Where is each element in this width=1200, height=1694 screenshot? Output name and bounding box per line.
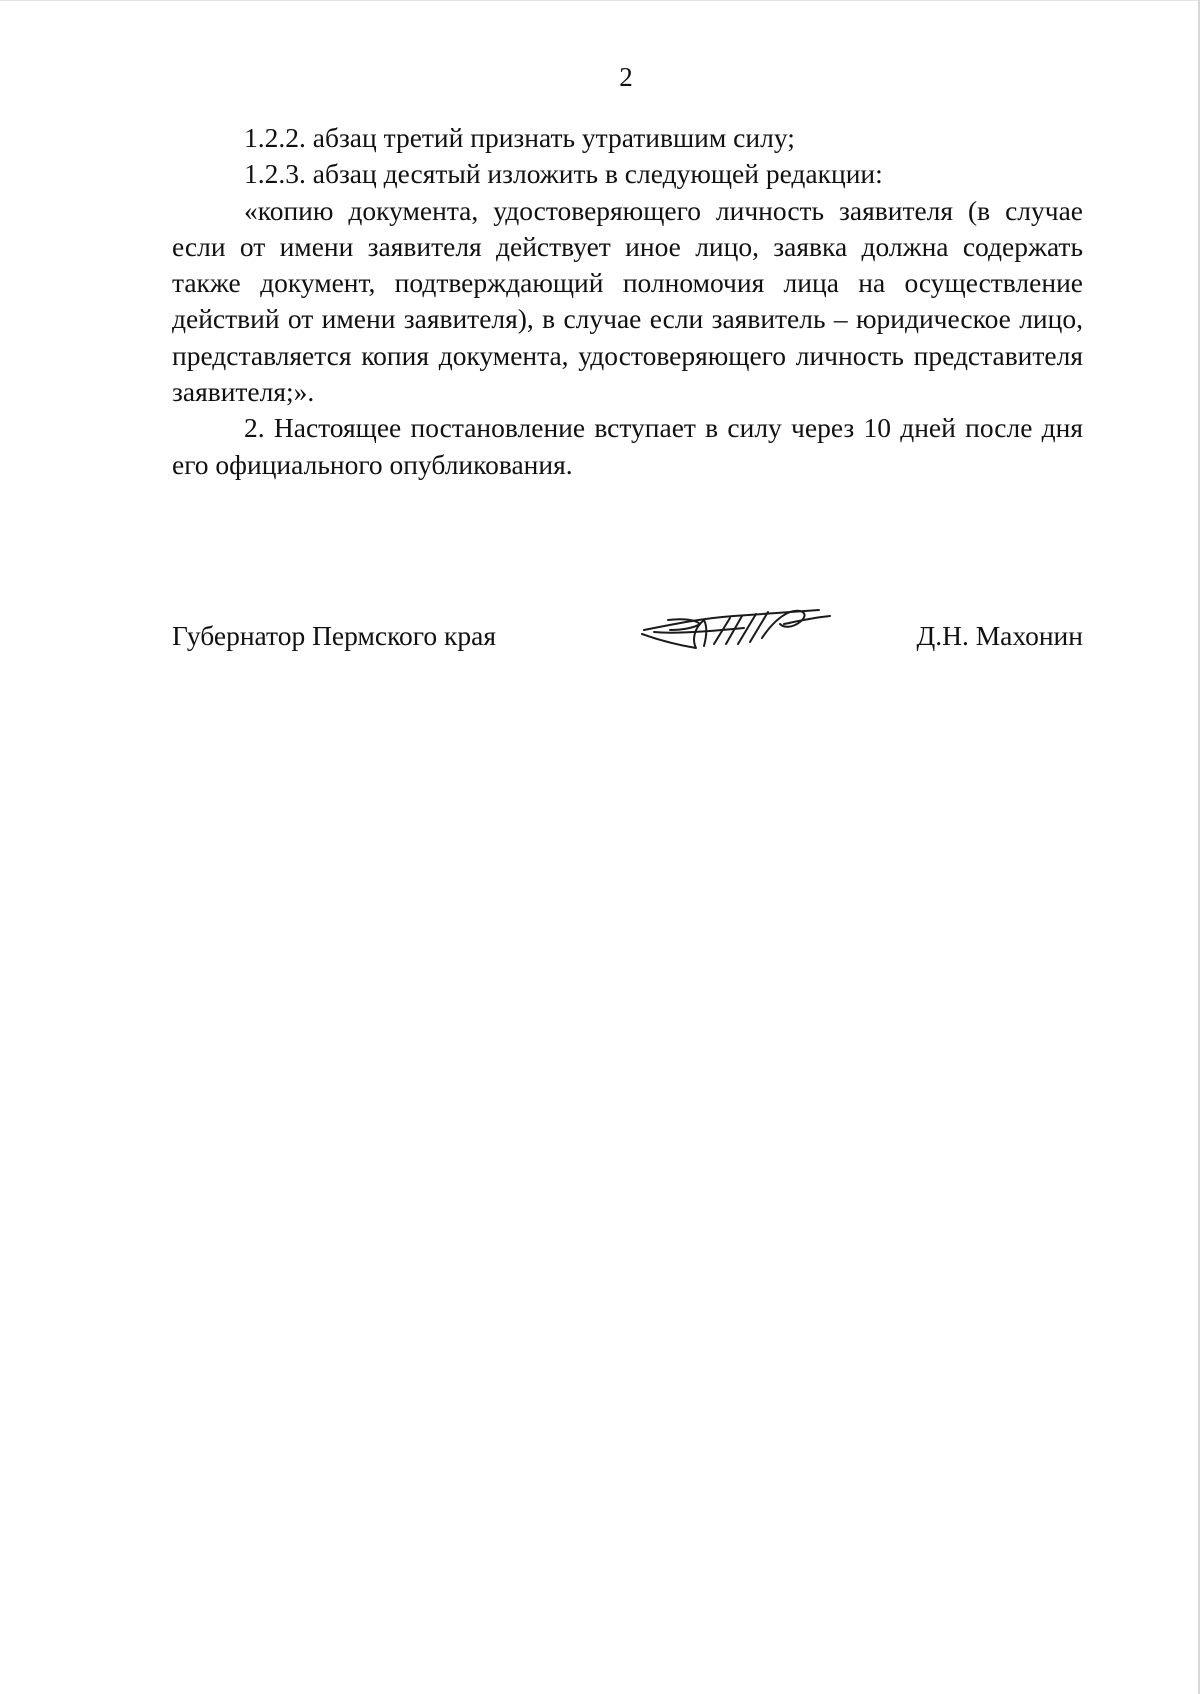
document-body (172, 120, 1083, 483)
scan-edge-top (0, 0, 1200, 1)
signatory-name: Д.Н. Махонин (916, 620, 1083, 651)
handwritten-signature (634, 598, 834, 658)
paragraph-1-2-3: 1.2.3. абзац десятый изложить в следующей редакции: (244, 158, 883, 190)
paragraph-quoted-text: «копию документа, удостоверяющего личность заявителя (в случае если от имени заявителя действует иное лицо, заявка должна содержать также документ, подтверждающий полномочия лица на осуществление действий от имени заявителя), в случае если заявитель – юридическое лицо, представляется копия документа, удостоверяющего личность представителя заявителя;». (172, 194, 1083, 408)
page-number: 2 (619, 62, 633, 92)
paragraph-1-2-2: 1.2.2. абзац третий признать утратившим силу; (244, 122, 795, 153)
signature-block (172, 598, 1083, 678)
signatory-position: Губернатор Пермского края (172, 620, 496, 651)
paragraph-2: 2. Настоящее постановление вступает в силу через 10 дней после дня его официального опубликования. (172, 412, 1083, 480)
